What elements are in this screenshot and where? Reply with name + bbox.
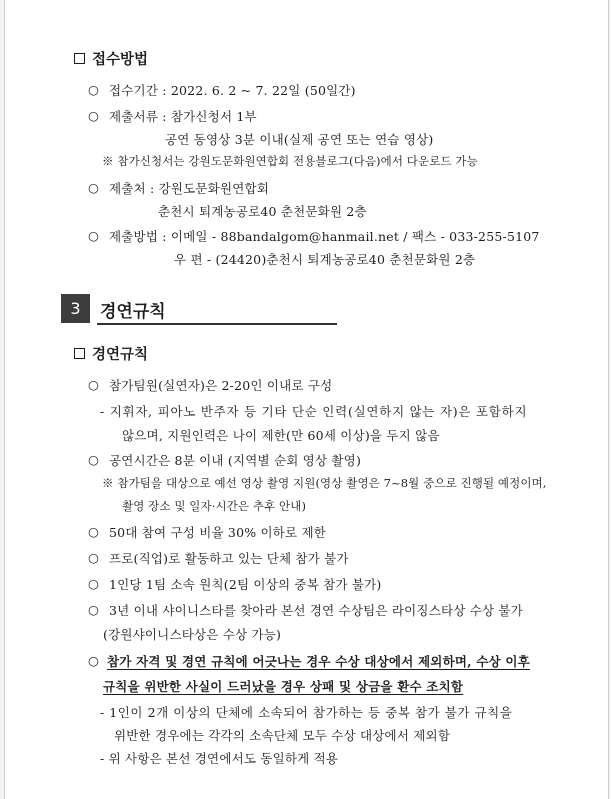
section-title-underline bbox=[97, 323, 337, 325]
rule-5: 1인당 1팀 소속 원칙(2팀 이상의 중복 참가 불가) bbox=[109, 577, 382, 592]
bullet-icon: ○ bbox=[88, 108, 99, 123]
reception-submit-to-line2: 춘천시 퇴계농공로40 춘천문화원 2층 bbox=[158, 204, 367, 219]
rule-7-line2: 규칙을 위반한 사실이 드러났을 경우 상패 및 상금을 환수 조치함 bbox=[103, 679, 464, 694]
bullet-icon: ○ bbox=[88, 377, 99, 392]
rule-6: 3년 이내 샤이니스타를 찾아라 본선 경연 수상팀은 라이징스타상 수상 불가 bbox=[109, 603, 523, 618]
bullet-icon: ○ bbox=[88, 653, 99, 668]
reception-method: 제출방법 : 이메일 - 88bandalgom@hanmail.net / 팩스 - 033-255-5107 bbox=[109, 229, 540, 244]
rule-4: 프로(직업)로 활동하고 있는 단체 참가 불가 bbox=[109, 551, 349, 566]
rule-2-note: ※ 참가팀을 대상으로 예선 영상 촬영 지원(영상 촬영은 7~8월 중으로 진행될 예정이며, bbox=[102, 476, 547, 490]
rule-7-sub3: - 위 사항은 본선 경연에서도 동일하게 적용 bbox=[100, 751, 339, 766]
rule-7-sub: - 1인이 2개 이상의 단체에 소속되어 참가하는 등 중복 참가 불가 규칙을 bbox=[100, 705, 513, 720]
reception-submit-to: 제출처 : 강원도문화원연합회 bbox=[109, 181, 270, 196]
rule-1-sub: - 지휘자, 피아노 반주자 등 기타 단순 인력(실연하지 않는 자)은 포함하지 bbox=[100, 404, 528, 419]
bullet-icon: ○ bbox=[88, 452, 99, 467]
rule-3: 50대 참여 구성 비율 30% 이하로 제한 bbox=[109, 525, 327, 540]
rule-7-sub2: 위반한 경우에는 각각의 소속단체 모두 수상 대상에서 제외함 bbox=[114, 728, 451, 743]
section-title: 경연규칙 bbox=[100, 302, 166, 322]
rule-7: 참가 자격 및 경연 규칙에 어긋나는 경우 수상 대상에서 제외하며, 수상 이후 bbox=[107, 654, 530, 669]
reception-docs-note: ※ 참가신청서는 강원도문화원연합회 전용블로그(다음)에서 다운로드 가능 bbox=[102, 154, 478, 168]
bullet-icon: ○ bbox=[88, 180, 99, 195]
section-number-badge: 3 bbox=[61, 294, 90, 323]
rule-1: 참가팀원(실연자)은 2-20인 이내로 구성 bbox=[109, 378, 333, 393]
rules-header: 경연규칙 bbox=[92, 347, 149, 363]
bullet-icon: ○ bbox=[88, 228, 99, 243]
bullet-icon: ○ bbox=[88, 602, 99, 617]
reception-header: 접수방법 bbox=[92, 52, 149, 68]
reception-docs-line2: 공연 동영상 3분 이내(실제 공연 또는 연습 영상) bbox=[165, 132, 434, 147]
rule-1-sub2: 않으며, 지원인력은 나이 제한(만 60세 이상)을 두지 않음 bbox=[122, 428, 440, 443]
bullet-icon: ○ bbox=[88, 82, 99, 97]
bullet-icon: ○ bbox=[88, 576, 99, 591]
checkbox-square-icon bbox=[74, 348, 85, 359]
checkbox-square-icon bbox=[74, 53, 85, 64]
bullet-icon: ○ bbox=[88, 524, 99, 539]
bullet-icon: ○ bbox=[88, 550, 99, 565]
rule-2: 공연시간은 8분 이내 (지역별 순회 영상 촬영) bbox=[109, 453, 362, 468]
rule-2-note2: 촬영 장소 및 일자·시간은 추후 안내) bbox=[122, 499, 307, 513]
reception-docs: 제출서류 : 참가신청서 1부 bbox=[109, 109, 257, 124]
document-page bbox=[4, 0, 609, 799]
rule-6-line2: (강원샤이니스타상은 수상 가능) bbox=[103, 627, 282, 642]
reception-method-line2: 우 편 - (24420)춘천시 퇴계농공로40 춘천문화원 2층 bbox=[174, 252, 476, 267]
reception-period: 접수기간 : 2022. 6. 2 ~ 7. 22일 (50일간) bbox=[109, 83, 356, 98]
